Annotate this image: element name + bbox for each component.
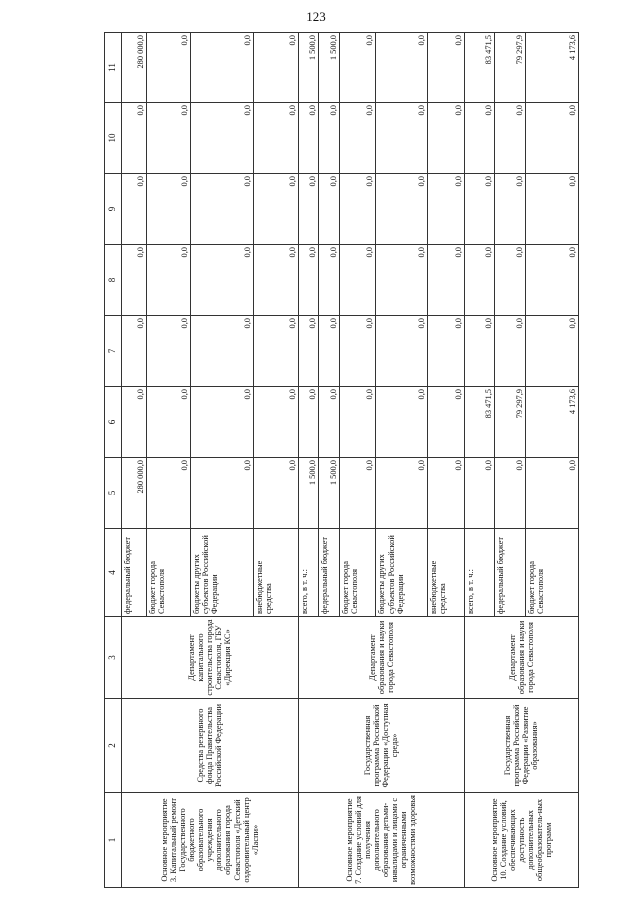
value-cell-col7: 0,0 [122,316,147,387]
value-cell-col6: 0,0 [319,387,340,458]
value-cell-col9: 0,0 [122,174,147,245]
value-cell-col8: 0,0 [428,245,464,316]
value-cell-col6: 0,0 [428,387,464,458]
value-cell-col10: 0,0 [191,103,254,174]
program-name: Государственная программа Российской Федерации «Доступная среда» [298,699,464,793]
value-cell-col10: 0,0 [428,103,464,174]
value-cell-col9: 0,0 [495,174,525,245]
value-cell-col11: 1 500,0 [319,33,340,103]
funding-source: федеральный бюджет [319,529,340,617]
value-cell-col7: 0,0 [298,316,319,387]
value-cell-col7: 0,0 [147,316,191,387]
value-cell-col10: 0,0 [376,103,428,174]
value-cell-col9: 0,0 [254,174,298,245]
value-cell-col8: 0,0 [464,245,494,316]
value-cell-col5: 0,0 [525,458,578,529]
column-header-8: 8 [105,245,122,316]
value-cell-col11: 79 297,9 [495,33,525,103]
value-cell-col5: 1 500,0 [298,458,319,529]
value-cell-col11: 1 500,0 [298,33,319,103]
value-cell-col6: 0,0 [340,387,376,458]
value-cell-col6: 0,0 [191,387,254,458]
value-cell-col7: 0,0 [191,316,254,387]
funding-source: внебюджетные средства [254,529,298,617]
value-cell-col8: 0,0 [319,245,340,316]
executor-name: Департамент капитального строительства города Севастополя, ГБУ «Дирекция КС» [122,617,299,699]
value-cell-col5: 0,0 [464,458,494,529]
funding-source: бюджет города Севастополя [340,529,376,617]
column-header-2: 2 [105,699,122,793]
table-row [298,33,319,888]
value-cell-col5: 0,0 [340,458,376,529]
column-header-10: 10 [105,103,122,174]
value-cell-col8: 0,0 [298,245,319,316]
value-cell-col5: 0,0 [376,458,428,529]
value-cell-col9: 0,0 [376,174,428,245]
value-cell-col6: 0,0 [376,387,428,458]
funding-source: всего, в т. ч.: [464,529,494,617]
value-cell-col8: 0,0 [254,245,298,316]
value-cell-col9: 0,0 [340,174,376,245]
value-cell-col7: 0,0 [525,316,578,387]
value-cell-col6: 4 173,6 [525,387,578,458]
funding-source: бюджеты других субъектов Российской Федерации [191,529,254,617]
value-cell-col10: 0,0 [147,103,191,174]
page-number: 123 [306,9,326,24]
value-cell-col8: 0,0 [147,245,191,316]
value-cell-col6: 0,0 [298,387,319,458]
value-cell-col10: 0,0 [122,103,147,174]
program-name: Государственная программа Российской Федерации «Развитие образования» [464,699,578,793]
funding-source: федеральный бюджет [495,529,525,617]
funding-source: всего, в т. ч.: [298,529,319,617]
activity-name: Основное мероприятие 10. Создание условий, обеспечивающих доступность дополнительных общеобразователь-ных программ [464,793,578,888]
value-cell-col5: 0,0 [147,458,191,529]
value-cell-col9: 0,0 [147,174,191,245]
value-cell-col10: 0,0 [319,103,340,174]
value-cell-col7: 0,0 [464,316,494,387]
activity-name: Основное мероприятие 3. Капитальный ремонт Государственного бюджетного образовательного учреждения дополнительного образования города Севастополя «Детский оздоровительный центр «Ласпи» [122,793,299,888]
value-cell-col8: 0,0 [122,245,147,316]
value-cell-col9: 0,0 [525,174,578,245]
value-cell-col7: 0,0 [340,316,376,387]
value-cell-col11: 0,0 [376,33,428,103]
value-cell-col11: 0,0 [191,33,254,103]
value-cell-col5: 0,0 [254,458,298,529]
value-cell-col6: 0,0 [122,387,147,458]
header-row [105,33,122,888]
value-cell-col11: 4 173,6 [525,33,578,103]
table-row [122,33,147,888]
column-header-6: 6 [105,387,122,458]
value-cell-col10: 0,0 [464,103,494,174]
value-cell-col8: 0,0 [376,245,428,316]
value-cell-col5: 0,0 [191,458,254,529]
value-cell-col6: 79 297,9 [495,387,525,458]
column-header-1: 1 [105,793,122,888]
value-cell-col9: 0,0 [464,174,494,245]
funding-source: бюджет города Севастополя [147,529,191,617]
value-cell-col6: 83 471,5 [464,387,494,458]
column-header-7: 7 [105,316,122,387]
value-cell-col5: 1 500,0 [319,458,340,529]
funding-source: федеральный бюджет [122,529,147,617]
value-cell-col9: 0,0 [428,174,464,245]
funding-source: бюджет города Севастополя [525,529,578,617]
value-cell-col10: 0,0 [340,103,376,174]
rotated-table-wrapper [104,33,579,888]
value-cell-col9: 0,0 [319,174,340,245]
budget-table [104,32,579,888]
value-cell-col8: 0,0 [495,245,525,316]
value-cell-col8: 0,0 [525,245,578,316]
activity-name: Основное мероприятие 7. Создание условий для получения дополнительного образования детьми-инвалидами и лицами с ограниченными возможностями здоровья [298,793,464,888]
value-cell-col10: 0,0 [525,103,578,174]
value-cell-col7: 0,0 [254,316,298,387]
value-cell-col11: 0,0 [340,33,376,103]
value-cell-col11: 280 000,0 [122,33,147,103]
value-cell-col7: 0,0 [376,316,428,387]
value-cell-col5: 280 000,0 [122,458,147,529]
program-name: Средства резервного фонда Правительства Российской Федерации [122,699,299,793]
value-cell-col7: 0,0 [319,316,340,387]
column-header-3: 3 [105,617,122,699]
value-cell-col5: 0,0 [495,458,525,529]
value-cell-col7: 0,0 [495,316,525,387]
value-cell-col5: 0,0 [428,458,464,529]
funding-source: внебюджетные средства [428,529,464,617]
column-header-9: 9 [105,174,122,245]
value-cell-col6: 0,0 [147,387,191,458]
value-cell-col10: 0,0 [254,103,298,174]
column-header-11: 11 [105,33,122,103]
value-cell-col8: 0,0 [191,245,254,316]
value-cell-col11: 0,0 [254,33,298,103]
value-cell-col8: 0,0 [340,245,376,316]
value-cell-col10: 0,0 [298,103,319,174]
value-cell-col9: 0,0 [298,174,319,245]
value-cell-col11: 0,0 [147,33,191,103]
executor-name: Департамент образования и науки города Севастополя [298,617,464,699]
table-row [464,33,494,888]
value-cell-col7: 0,0 [428,316,464,387]
value-cell-col10: 0,0 [495,103,525,174]
column-header-4: 4 [105,529,122,617]
value-cell-col9: 0,0 [191,174,254,245]
funding-source: бюджеты других субъектов Российской Федерации [376,529,428,617]
value-cell-col11: 83 471,5 [464,33,494,103]
column-header-5: 5 [105,458,122,529]
executor-name: Департамент образования и науки города Севастополя [464,617,578,699]
value-cell-col6: 0,0 [254,387,298,458]
value-cell-col11: 0,0 [428,33,464,103]
